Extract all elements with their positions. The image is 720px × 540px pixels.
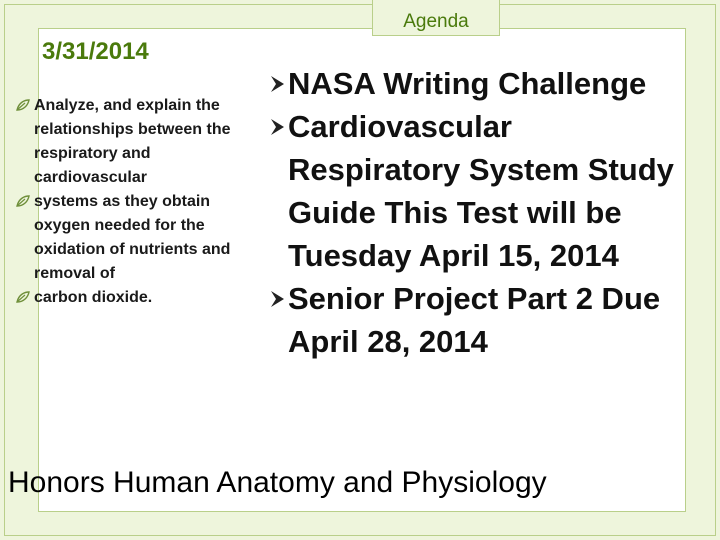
objective-text: carbon dioxide. — [34, 289, 153, 306]
objective-item — [16, 286, 248, 310]
objective-text: Analyze, and explain the relationships between the respiratory and cardiovascular — [34, 97, 231, 186]
agenda-item-text: NASA Writing Challenge — [288, 66, 647, 101]
arrow-bullet-icon — [268, 289, 288, 309]
course-title: Honors Human Anatomy and Physiology — [8, 466, 547, 499]
objective-text: systems as they obtain oxygen needed for the oxidation of nutrients and removal of — [34, 193, 231, 282]
objective-item — [16, 94, 248, 190]
objectives-list — [16, 94, 248, 310]
leaf-bullet-icon — [16, 290, 30, 304]
leaf-bullet-icon — [16, 194, 30, 208]
leaf-bullet-icon — [16, 98, 30, 112]
agenda-item — [268, 105, 688, 277]
arrow-bullet-icon — [268, 74, 288, 94]
agenda-item-text: Cardiovascular Respiratory System Study Guide This Test will be Tuesday April 15, 2014 — [288, 109, 674, 273]
agenda-item-text: Senior Project Part 2 Due April 28, 2014 — [288, 281, 661, 359]
slide-title: Agenda — [372, 0, 500, 36]
agenda-list — [268, 62, 688, 363]
date-heading: 3/31/2014 — [42, 38, 149, 65]
agenda-item — [268, 62, 688, 105]
agenda-item — [268, 277, 688, 363]
arrow-bullet-icon — [268, 117, 288, 137]
objective-item — [16, 190, 248, 286]
